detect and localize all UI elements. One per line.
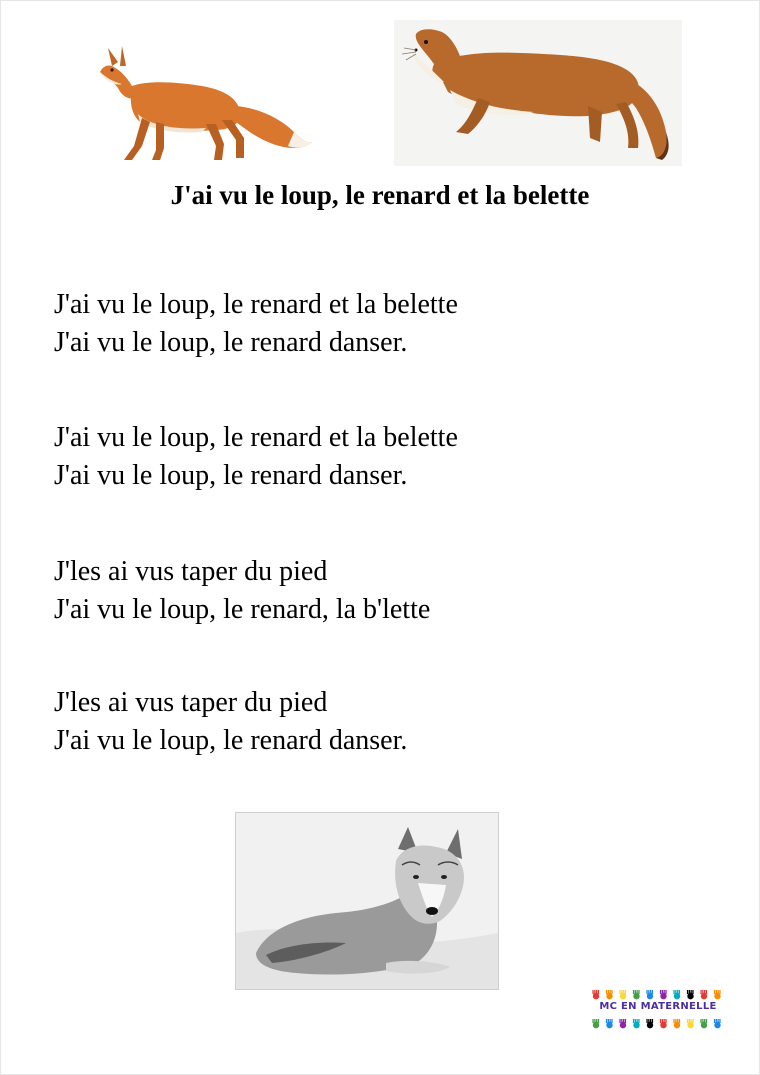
hand-print-icon	[592, 1019, 599, 1028]
hand-print-icon	[687, 1019, 694, 1028]
hand-print-icon	[619, 990, 626, 999]
wolf-illustration	[235, 812, 499, 990]
hand-print-icon	[700, 1019, 707, 1028]
verse-line: J'ai vu le loup, le renard et la belette	[54, 289, 458, 320]
verse	[54, 553, 430, 629]
hand-print-icon	[673, 1019, 680, 1028]
hand-print-icon	[606, 990, 613, 999]
wolf-icon	[236, 813, 498, 989]
verse	[54, 419, 458, 495]
weasel-icon	[394, 20, 682, 166]
verse-line: J'ai vu le loup, le renard et la belette	[54, 422, 458, 453]
hand-print-icon	[646, 990, 653, 999]
hand-print-icon	[633, 990, 640, 999]
hand-print-icon	[660, 1019, 667, 1028]
hand-print-icon	[673, 990, 680, 999]
verse-line: J'ai vu le loup, le renard, la b'lette	[54, 594, 431, 625]
verse	[54, 286, 458, 362]
verse-line: J'ai vu le loup, le renard danser.	[54, 725, 408, 756]
hand-print-icon	[714, 990, 721, 999]
verse-line: J'ai vu le loup, le renard danser.	[54, 460, 408, 491]
hand-print-icon	[633, 1019, 640, 1028]
hand-print-icon	[687, 990, 694, 999]
verse-line: J'les ai vus taper du pied	[54, 556, 328, 587]
logo-text: MC EN MATERNELLE	[599, 1001, 717, 1012]
fox-icon	[98, 36, 314, 164]
weasel-illustration	[394, 20, 682, 166]
hand-print-icon	[592, 990, 599, 999]
verse	[54, 684, 407, 760]
hand-print-icon	[646, 1019, 653, 1028]
hand-print-icon	[606, 1019, 613, 1028]
song-title: J'ai vu le loup, le renard et la belette	[170, 180, 590, 210]
hand-print-icon	[714, 1019, 721, 1028]
verse-line: J'ai vu le loup, le renard danser.	[54, 327, 408, 358]
verse-line: J'les ai vus taper du pied	[54, 687, 328, 718]
hand-print-icon	[700, 990, 707, 999]
hand-print-icon	[660, 990, 667, 999]
hand-print-icon	[619, 1019, 626, 1028]
mc-en-maternelle-logo	[586, 985, 730, 1033]
